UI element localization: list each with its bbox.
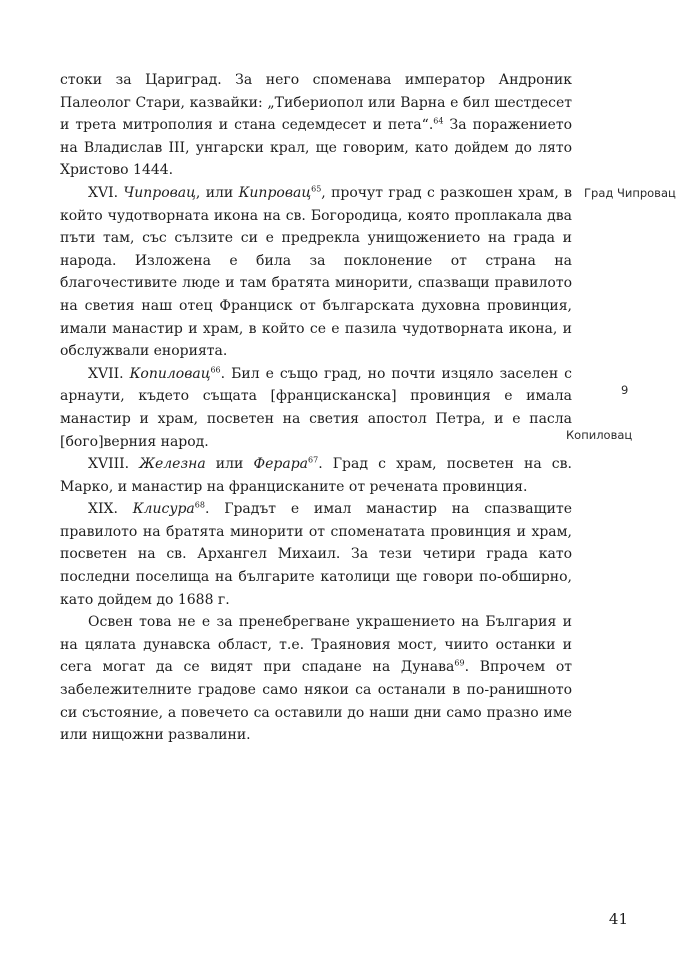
margin-note-chiprovats: Град Чипровац xyxy=(584,186,676,200)
text-run: стоки за Цариград. За него споменава император Андроник Палеолог Стари, казвайки: „Тибериопол или Варна е бил шестдесет и трета митрополия и стана седемдесет и пета“. xyxy=(60,72,572,134)
margin-line-number: 9 xyxy=(621,383,629,397)
text-run: , или xyxy=(195,184,239,201)
body-text xyxy=(60,69,572,747)
footnote-ref: 66 xyxy=(210,365,221,375)
footnote-ref: 69 xyxy=(454,658,465,668)
paragraph xyxy=(60,498,572,611)
text-run: . Впрочем от забележителните градове само някои са останали в по-ранишното си състояние, а повечето са оставили до наши дни само празно име или нищожни развалини. xyxy=(60,659,572,744)
paragraph xyxy=(60,453,572,498)
text-run: или xyxy=(205,456,254,473)
footnote-ref: 67 xyxy=(308,455,319,465)
margin-note-kopilovats: Копиловац xyxy=(566,428,633,442)
footnote-ref: 64 xyxy=(433,116,444,126)
paragraph xyxy=(60,69,572,182)
place-name: Копиловац xyxy=(129,365,211,382)
footnote-ref: 65 xyxy=(311,184,322,194)
paragraph xyxy=(60,182,572,363)
text-run: . Град с храм, посветен на св. Марко, и манастир на францисканите от речената провинция. xyxy=(60,456,572,495)
paragraph xyxy=(60,363,572,453)
item-number: XVII. xyxy=(88,365,130,382)
place-name: Железна xyxy=(139,456,206,473)
paragraph xyxy=(60,611,572,747)
text-run: . Градът е имал манастир на спазващите правилото на братята минорити от споменатата провинция и храм, посветен на св. Архангел Михаил. За тези четири града като последни поселища на българите католици ще говори по-обширно, като дойдем до 1688 г. xyxy=(60,501,572,608)
place-name: Чипровац xyxy=(123,184,196,201)
place-name: Клисура xyxy=(132,501,195,518)
text-run: Освен това не е за пренебрегване украшението на България и на цялата дунавска област, т.е. Траяновия мост, чиито останки и сега могат да се видят при спадане на Дунава xyxy=(60,614,572,676)
item-number: XVI. xyxy=(88,184,124,201)
text-run: , прочут град с разкошен храм, в който чудотворната икона на св. Богородица, която проплакала два пъти там, със сълзите си е предрекла унищожението на града и народа. Изложена е била за поклонение от страна на благочестивите люде и там братята минорити, спазващи правилото на светия наш отец Франциск от българската духовна провинция, имали манастир и храм, в който се е пазила чудотворната икона, и обслужвали енорията. xyxy=(60,184,572,360)
footnote-ref: 68 xyxy=(194,500,205,510)
item-number: XIX. xyxy=(88,501,133,518)
text-run: За поражението на Владислав III, унгарски крал, ще говорим, като дойдем до лято Христово 1444. xyxy=(60,117,573,179)
page-number: 41 xyxy=(608,910,628,928)
place-name: Кипровац xyxy=(238,184,312,201)
place-name: Ферара xyxy=(253,456,309,473)
text-run: . Бил е също град, но почти изцяло заселен с арнаути, където същата [францисканска] провинция е имала манастир и храм, посветен на светия апостол Петра, и е пасла [бого]верния народ. xyxy=(60,365,572,450)
item-number: XVIII. xyxy=(88,456,140,473)
